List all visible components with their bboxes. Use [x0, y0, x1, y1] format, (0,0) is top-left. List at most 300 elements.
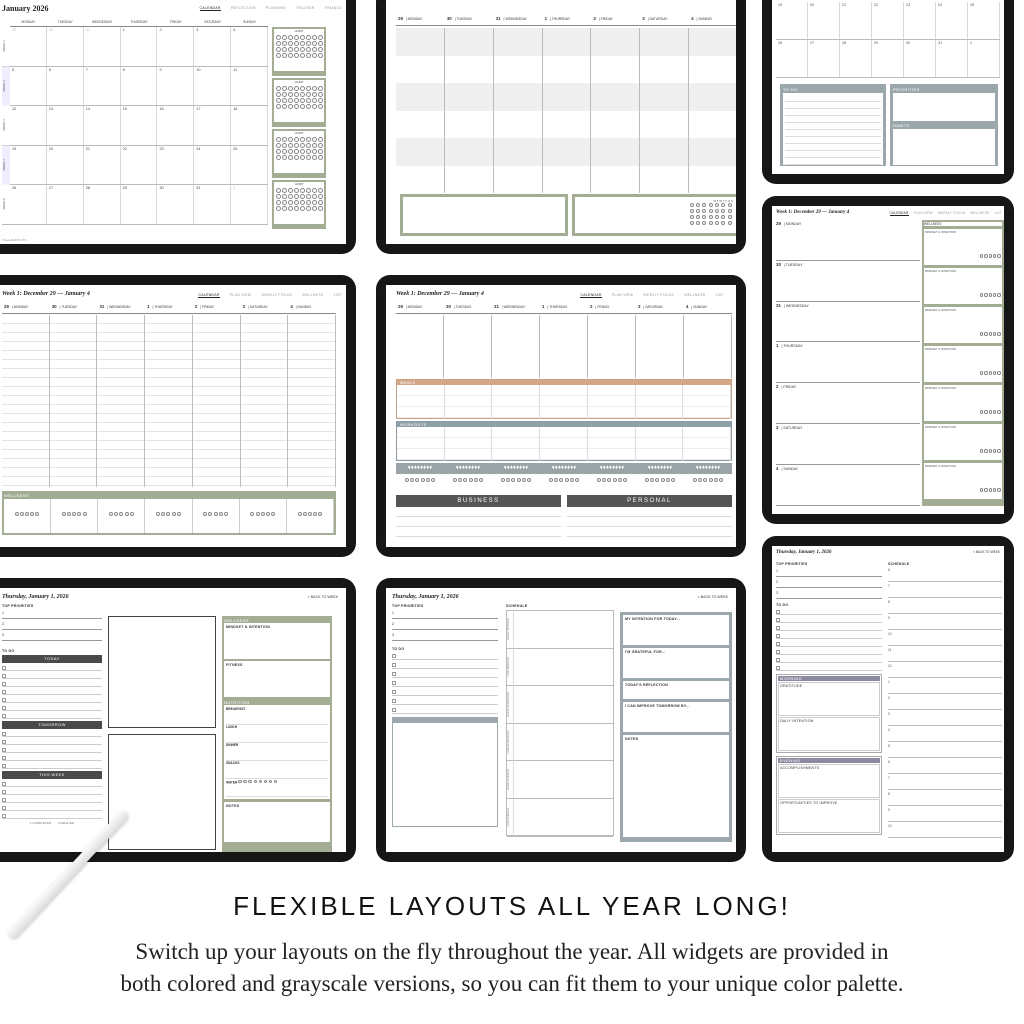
nav-plan-view[interactable]: PLAN VIEW	[913, 211, 933, 215]
habit-circle[interactable]	[288, 92, 293, 97]
habit-circle[interactable]	[300, 143, 305, 148]
habit-dot[interactable]	[728, 215, 732, 219]
water-drop[interactable]	[20, 512, 24, 516]
habit-circle[interactable]	[288, 98, 293, 103]
water-drop[interactable]	[30, 512, 34, 516]
day-column[interactable]	[241, 315, 289, 487]
water-drop[interactable]	[248, 780, 252, 784]
day-cell[interactable]: 17	[194, 106, 231, 145]
day-cell[interactable]: 10	[194, 67, 231, 106]
tracker-circle[interactable]	[479, 478, 483, 482]
water-dot[interactable]	[984, 410, 988, 414]
water-drop[interactable]	[156, 512, 160, 516]
todo-checkbox[interactable]	[392, 681, 396, 685]
habit-circle[interactable]	[312, 194, 317, 199]
water-drop[interactable]	[72, 512, 76, 516]
vertical-day[interactable]	[776, 465, 920, 506]
vertical-day[interactable]	[776, 261, 920, 302]
habit-circle[interactable]	[318, 137, 323, 142]
day-cell[interactable]: 21	[840, 2, 872, 39]
habit-dot[interactable]	[696, 221, 700, 225]
water-drop[interactable]	[271, 512, 275, 516]
tracker-circle[interactable]	[661, 478, 665, 482]
habit-circle[interactable]	[282, 206, 287, 211]
day-cell[interactable]: 15	[121, 106, 158, 145]
day-cell[interactable]: 26	[10, 185, 47, 224]
schedule-hour[interactable]	[888, 678, 1002, 694]
habit-circle[interactable]	[312, 86, 317, 91]
habit-circle[interactable]	[282, 104, 287, 109]
day-cell[interactable]: 29	[872, 40, 904, 77]
day-cell[interactable]: 14	[84, 106, 121, 145]
day-column[interactable]	[444, 315, 492, 378]
day-column[interactable]	[145, 315, 193, 487]
day-cell[interactable]: 27	[808, 40, 840, 77]
habit-circle[interactable]	[318, 53, 323, 58]
day-cell[interactable]: 22	[872, 2, 904, 39]
tracker-circle[interactable]	[469, 478, 473, 482]
habit-circle[interactable]	[318, 188, 323, 193]
day-cell[interactable]: 30	[47, 27, 84, 66]
water-dot[interactable]	[984, 449, 988, 453]
todo-checkbox[interactable]	[392, 708, 396, 712]
tracker-circle[interactable]	[623, 478, 627, 482]
water-drop[interactable]	[35, 512, 39, 516]
habit-circle[interactable]	[312, 149, 317, 154]
day-cell[interactable]: 31	[194, 185, 231, 224]
habit-circle[interactable]	[312, 104, 317, 109]
priority-line[interactable]: 2	[2, 619, 102, 630]
day-cell[interactable]: 6	[47, 67, 84, 106]
tracker-circle[interactable]	[426, 478, 430, 482]
day-column[interactable]	[193, 315, 241, 487]
habit-circle[interactable]	[318, 194, 323, 199]
habit-circle[interactable]	[288, 200, 293, 205]
habit-circle[interactable]	[288, 86, 293, 91]
tracker-circle[interactable]	[666, 478, 670, 482]
habit-circle[interactable]	[306, 188, 311, 193]
todo-checkbox[interactable]	[392, 654, 396, 658]
water-drop[interactable]	[274, 780, 278, 784]
todo-item[interactable]	[776, 655, 882, 663]
water-dot[interactable]	[980, 332, 984, 336]
habit-circle[interactable]	[318, 143, 323, 148]
tracker-circle[interactable]	[703, 478, 707, 482]
water-dot[interactable]	[997, 371, 1001, 375]
habit-circle[interactable]	[312, 137, 317, 142]
habit-circle[interactable]	[288, 194, 293, 199]
water-dot[interactable]	[997, 488, 1001, 492]
water-drop[interactable]	[269, 780, 273, 784]
day-cell[interactable]: 19	[776, 2, 808, 39]
habit-circle[interactable]	[276, 53, 281, 58]
habit-circle[interactable]	[276, 200, 281, 205]
todo-checkbox[interactable]	[2, 782, 6, 786]
habit-circle[interactable]	[300, 92, 305, 97]
habit-dot[interactable]	[728, 203, 732, 207]
todo-checkbox[interactable]	[2, 740, 6, 744]
water-drop[interactable]	[83, 512, 87, 516]
habit-circle[interactable]	[282, 200, 287, 205]
habit-circle[interactable]	[276, 41, 281, 46]
habit-circle[interactable]	[318, 206, 323, 211]
habit-circle[interactable]	[300, 194, 305, 199]
day-column[interactable]	[2, 315, 50, 487]
todo-item[interactable]	[392, 678, 498, 687]
water-drop[interactable]	[243, 780, 247, 784]
priority-line[interactable]: 3	[776, 588, 882, 599]
tracker-circle[interactable]	[522, 478, 526, 482]
day-cell[interactable]: 22	[121, 146, 158, 185]
habit-dot[interactable]	[702, 203, 706, 207]
habit-dot[interactable]	[690, 215, 694, 219]
todo-item[interactable]	[2, 703, 102, 711]
nav-calendar[interactable]: CALENDAR	[580, 293, 602, 297]
day-cell[interactable]: 13	[47, 106, 84, 145]
day-cell[interactable]: 31	[936, 40, 968, 77]
habit-circle[interactable]	[294, 137, 299, 142]
todo-item[interactable]	[776, 647, 882, 655]
habit-circle[interactable]	[318, 35, 323, 40]
habit-circle[interactable]	[306, 143, 311, 148]
day-cell[interactable]: 2	[157, 27, 194, 66]
nav-planning[interactable]: PLANNING	[265, 6, 286, 10]
day-cell[interactable]: 29	[10, 27, 47, 66]
day-cell[interactable]: 20	[47, 146, 84, 185]
day-cell[interactable]: 9	[157, 67, 194, 106]
schedule-hour[interactable]	[888, 694, 1002, 710]
habit-circle[interactable]	[282, 194, 287, 199]
habit-circle[interactable]	[318, 41, 323, 46]
day-column[interactable]	[543, 28, 592, 193]
habit-circle[interactable]	[306, 200, 311, 205]
schedule-hour[interactable]	[888, 790, 1002, 806]
todo-item[interactable]	[392, 660, 498, 669]
habit-circle[interactable]	[306, 98, 311, 103]
water-drop[interactable]	[15, 512, 19, 516]
tracker-circle[interactable]	[559, 478, 563, 482]
habit-circle[interactable]	[294, 47, 299, 52]
todo-checkbox[interactable]	[2, 698, 6, 702]
tracker-circle[interactable]	[597, 478, 601, 482]
habit-circle[interactable]	[276, 188, 281, 193]
habit-circle[interactable]	[276, 137, 281, 142]
todo-item[interactable]	[2, 737, 102, 745]
schedule-hour[interactable]	[888, 742, 1002, 758]
habit-circle[interactable]	[312, 206, 317, 211]
habit-dot[interactable]	[715, 203, 719, 207]
todo-checkbox[interactable]	[2, 764, 6, 768]
habit-circle[interactable]	[276, 149, 281, 154]
todo-item[interactable]	[2, 671, 102, 679]
habit-circle[interactable]	[318, 104, 323, 109]
priority-line[interactable]: 3	[392, 630, 498, 641]
habit-dot[interactable]	[721, 215, 725, 219]
nav-list[interactable]: LIST	[333, 293, 342, 297]
todo-item[interactable]	[776, 631, 882, 639]
habit-circle[interactable]	[288, 41, 293, 46]
todo-item[interactable]	[2, 787, 102, 795]
tracker-circle[interactable]	[698, 478, 702, 482]
day-cell[interactable]: 21	[84, 146, 121, 185]
tracker-circle[interactable]	[570, 478, 574, 482]
schedule-block[interactable]	[507, 686, 613, 724]
day-column[interactable]	[636, 315, 684, 378]
day-cell[interactable]: 28	[840, 40, 872, 77]
habit-circle[interactable]	[300, 155, 305, 160]
habit-circle[interactable]	[276, 92, 281, 97]
water-drop[interactable]	[303, 512, 307, 516]
habit-circle[interactable]	[300, 35, 305, 40]
habit-circle[interactable]	[318, 47, 323, 52]
day-cell[interactable]: 1	[231, 185, 268, 224]
todo-item[interactable]	[2, 679, 102, 687]
water-drop[interactable]	[308, 512, 312, 516]
nav-wellness[interactable]: WELLNESS	[970, 211, 990, 215]
habit-circle[interactable]	[306, 86, 311, 91]
day-cell[interactable]: 25	[231, 146, 268, 185]
habit-circle[interactable]	[288, 149, 293, 154]
habit-dot[interactable]	[728, 221, 732, 225]
tracker-circle[interactable]	[618, 478, 622, 482]
schedule-hour[interactable]	[888, 614, 1002, 630]
priority-line[interactable]: 1	[776, 566, 882, 577]
water-drop[interactable]	[254, 780, 258, 784]
water-dot[interactable]	[993, 488, 997, 492]
habit-circle[interactable]	[318, 86, 323, 91]
tracker-circle[interactable]	[549, 478, 553, 482]
water-drop[interactable]	[119, 512, 123, 516]
habit-circle[interactable]	[276, 155, 281, 160]
habit-circle[interactable]	[282, 53, 287, 58]
habit-dot[interactable]	[690, 203, 694, 207]
tracker-circle[interactable]	[463, 478, 467, 482]
vertical-day[interactable]	[776, 342, 920, 383]
habit-circle[interactable]	[276, 194, 281, 199]
nav-wellness[interactable]: WELLNESS	[302, 293, 324, 297]
todo-checkbox[interactable]	[2, 674, 6, 678]
water-drop[interactable]	[219, 512, 223, 516]
todo-item[interactable]	[776, 615, 882, 623]
todo-item[interactable]	[2, 695, 102, 703]
water-dot[interactable]	[997, 410, 1001, 414]
water-drop[interactable]	[264, 780, 268, 784]
habit-dot[interactable]	[696, 215, 700, 219]
tracker-circle[interactable]	[714, 478, 718, 482]
back-to-week-link[interactable]: < BACK TO WEEK	[307, 595, 338, 599]
habit-circle[interactable]	[318, 98, 323, 103]
habit-circle[interactable]	[276, 143, 281, 148]
water-dot[interactable]	[984, 254, 988, 258]
habit-circle[interactable]	[294, 149, 299, 154]
todo-item[interactable]	[2, 803, 102, 811]
water-drop[interactable]	[172, 512, 176, 516]
habit-circle[interactable]	[300, 98, 305, 103]
habit-circle[interactable]	[300, 206, 305, 211]
day-column[interactable]	[97, 315, 145, 487]
tracker-circle[interactable]	[421, 478, 425, 482]
habit-dot[interactable]	[721, 209, 725, 213]
vertical-day[interactable]	[776, 220, 920, 261]
habit-circle[interactable]	[288, 188, 293, 193]
day-cell[interactable]: 12	[10, 106, 47, 145]
habit-circle[interactable]	[306, 149, 311, 154]
day-column[interactable]	[591, 28, 640, 193]
habit-circle[interactable]	[312, 155, 317, 160]
water-dot[interactable]	[989, 371, 993, 375]
tracker-circle[interactable]	[650, 478, 654, 482]
water-drop[interactable]	[166, 512, 170, 516]
nav-weekly-focus[interactable]: WEEKLY FOCUS	[261, 293, 293, 297]
habit-circle[interactable]	[282, 35, 287, 40]
day-cell[interactable]: 25	[968, 2, 1000, 39]
habit-dot[interactable]	[690, 209, 694, 213]
water-drop[interactable]	[214, 512, 218, 516]
day-cell[interactable]: 7	[84, 67, 121, 106]
todo-item[interactable]	[392, 651, 498, 660]
schedule-hour[interactable]	[888, 822, 1002, 838]
habit-circle[interactable]	[276, 104, 281, 109]
todo-item[interactable]	[2, 811, 102, 819]
day-cell[interactable]: 28	[84, 185, 121, 224]
day-column[interactable]	[689, 28, 736, 193]
habit-circle[interactable]	[312, 35, 317, 40]
schedule-block[interactable]	[507, 799, 613, 837]
habit-circle[interactable]	[300, 53, 305, 58]
habit-circle[interactable]	[294, 92, 299, 97]
habit-circle[interactable]	[300, 200, 305, 205]
todo-checkbox[interactable]	[2, 756, 6, 760]
water-drop[interactable]	[25, 512, 29, 516]
schedule-block[interactable]	[507, 761, 613, 799]
todo-item[interactable]	[392, 705, 498, 714]
habit-circle[interactable]	[294, 41, 299, 46]
day-column[interactable]	[396, 28, 445, 193]
todo-checkbox[interactable]	[776, 658, 780, 662]
habit-circle[interactable]	[276, 206, 281, 211]
water-dot[interactable]	[997, 293, 1001, 297]
day-column[interactable]	[540, 315, 588, 378]
todo-checkbox[interactable]	[776, 634, 780, 638]
water-drop[interactable]	[130, 512, 134, 516]
habit-circle[interactable]	[312, 47, 317, 52]
todo-checkbox[interactable]	[2, 732, 6, 736]
nav-tracker[interactable]: TRACKER	[296, 6, 315, 10]
todo-checkbox[interactable]	[776, 618, 780, 622]
todo-checkbox[interactable]	[776, 642, 780, 646]
habit-circle[interactable]	[306, 194, 311, 199]
habit-dot[interactable]	[690, 221, 694, 225]
habit-circle[interactable]	[282, 92, 287, 97]
habit-dot[interactable]	[715, 221, 719, 225]
habit-circle[interactable]	[294, 143, 299, 148]
water-drop[interactable]	[259, 780, 263, 784]
water-drop[interactable]	[208, 512, 212, 516]
water-dot[interactable]	[984, 371, 988, 375]
todo-item[interactable]	[2, 779, 102, 787]
habit-circle[interactable]	[288, 104, 293, 109]
water-drop[interactable]	[177, 512, 181, 516]
day-cell[interactable]: 8	[121, 67, 158, 106]
todo-checkbox[interactable]	[2, 798, 6, 802]
todo-checkbox[interactable]	[776, 666, 780, 670]
habit-circle[interactable]	[300, 86, 305, 91]
habit-circle[interactable]	[312, 98, 317, 103]
habit-circle[interactable]	[294, 86, 299, 91]
day-cell[interactable]: 5	[10, 67, 47, 106]
water-dot[interactable]	[980, 293, 984, 297]
day-cell[interactable]: 29	[121, 185, 158, 224]
habit-circle[interactable]	[282, 41, 287, 46]
schedule-block[interactable]	[507, 649, 613, 687]
schedule-hour[interactable]	[888, 726, 1002, 742]
todo-checkbox[interactable]	[776, 610, 780, 614]
day-column[interactable]	[396, 315, 444, 378]
nav-list[interactable]: LIST	[994, 211, 1002, 215]
habit-dot[interactable]	[709, 221, 713, 225]
nav-reflection[interactable]: REFLECTION	[230, 6, 256, 10]
todo-item[interactable]	[776, 623, 882, 631]
water-dot[interactable]	[993, 293, 997, 297]
water-dot[interactable]	[980, 488, 984, 492]
tracker-circle[interactable]	[506, 478, 510, 482]
habit-circle[interactable]	[288, 206, 293, 211]
priority-line[interactable]: 1	[2, 608, 102, 619]
water-drop[interactable]	[298, 512, 302, 516]
habit-circle[interactable]	[312, 92, 317, 97]
day-column[interactable]	[288, 315, 336, 487]
water-dot[interactable]	[993, 254, 997, 258]
habit-circle[interactable]	[294, 200, 299, 205]
schedule-block[interactable]	[507, 611, 613, 649]
habit-dot[interactable]	[721, 221, 725, 225]
habit-circle[interactable]	[306, 92, 311, 97]
day-cell[interactable]: 11	[231, 67, 268, 106]
habit-circle[interactable]	[300, 104, 305, 109]
water-dot[interactable]	[984, 488, 988, 492]
water-dot[interactable]	[980, 449, 984, 453]
water-dot[interactable]	[989, 488, 993, 492]
habit-circle[interactable]	[306, 41, 311, 46]
todo-item[interactable]	[2, 687, 102, 695]
todo-checkbox[interactable]	[392, 690, 396, 694]
todo-item[interactable]	[392, 669, 498, 678]
back-to-week-link[interactable]: < BACK TO WEEK	[697, 595, 728, 599]
tracker-circle[interactable]	[501, 478, 505, 482]
priority-line[interactable]: 1	[392, 608, 498, 619]
todo-item[interactable]	[2, 729, 102, 737]
habit-circle[interactable]	[294, 104, 299, 109]
tracker-circle[interactable]	[453, 478, 457, 482]
todo-item[interactable]	[2, 761, 102, 769]
water-drop[interactable]	[224, 512, 228, 516]
tracker-circle[interactable]	[527, 478, 531, 482]
tracker-circle[interactable]	[565, 478, 569, 482]
nav-wellness[interactable]: WELLNESS	[684, 293, 706, 297]
water-dot[interactable]	[980, 371, 984, 375]
day-cell[interactable]: 27	[47, 185, 84, 224]
day-cell[interactable]: 19	[10, 146, 47, 185]
habit-circle[interactable]	[318, 149, 323, 154]
habit-circle[interactable]	[300, 188, 305, 193]
water-dot[interactable]	[997, 332, 1001, 336]
habit-circle[interactable]	[306, 53, 311, 58]
habit-circle[interactable]	[300, 137, 305, 142]
habit-circle[interactable]	[318, 155, 323, 160]
todo-checkbox[interactable]	[2, 666, 6, 670]
vertical-day[interactable]	[776, 424, 920, 465]
habit-circle[interactable]	[294, 155, 299, 160]
